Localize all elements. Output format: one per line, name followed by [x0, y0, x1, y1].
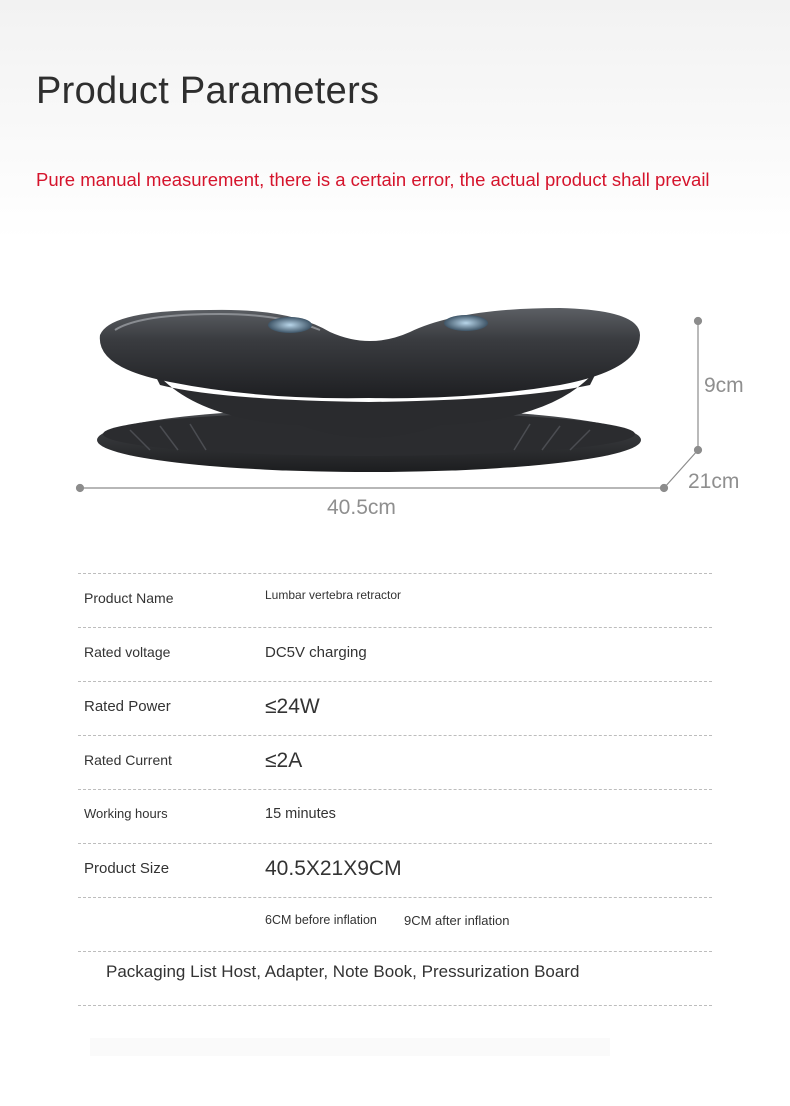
spec-value: Lumbar vertebra retractor	[265, 588, 402, 602]
depth-dimension: 21cm	[688, 470, 740, 493]
spec-value: ≤24W	[265, 695, 320, 718]
header-background	[0, 0, 790, 240]
spec-label: Rated Power	[84, 698, 171, 715]
spec-row-working-hours	[78, 789, 712, 843]
spec-value: 15 minutes	[265, 806, 336, 822]
spec-label: Product Size	[84, 860, 170, 877]
measurement-notice: Pure manual measurement, there is a certain error, the actual product shall prevail	[36, 169, 710, 190]
device-upper-shell	[100, 308, 640, 398]
spec-row-size-notes	[78, 897, 712, 951]
left-button-icon	[268, 317, 312, 333]
spec-row-rated-voltage	[78, 627, 712, 681]
spec-table	[78, 573, 712, 1006]
spec-label: Rated Current	[84, 752, 172, 768]
spec-row-rated-power	[78, 681, 712, 735]
page-title: Product Parameters	[36, 70, 380, 112]
size-before-inflation: 6CM before inflation	[265, 913, 377, 927]
height-dimension: 9cm	[704, 374, 744, 397]
spec-value: ≤2A	[265, 749, 303, 772]
spec-row-product-name	[78, 573, 712, 627]
size-after-inflation: 9CM after inflation	[404, 913, 510, 928]
spec-row-rated-current	[78, 735, 712, 789]
spec-label: Rated voltage	[84, 644, 171, 660]
spec-row-product-size	[78, 843, 712, 897]
length-dimension: 40.5cm	[327, 496, 396, 519]
spec-label: Product Name	[84, 590, 174, 606]
spec-row-packaging	[78, 951, 712, 1006]
right-button-icon	[444, 315, 488, 331]
spec-label: Working hours	[84, 806, 168, 821]
packaging-list: Packaging List Host, Adapter, Note Book, Pressurization Board	[106, 962, 580, 981]
bottom-haze	[90, 1038, 610, 1056]
product-image	[0, 290, 790, 530]
spec-value: 40.5X21X9CM	[265, 857, 402, 880]
spec-value: DC5V charging	[265, 644, 367, 661]
